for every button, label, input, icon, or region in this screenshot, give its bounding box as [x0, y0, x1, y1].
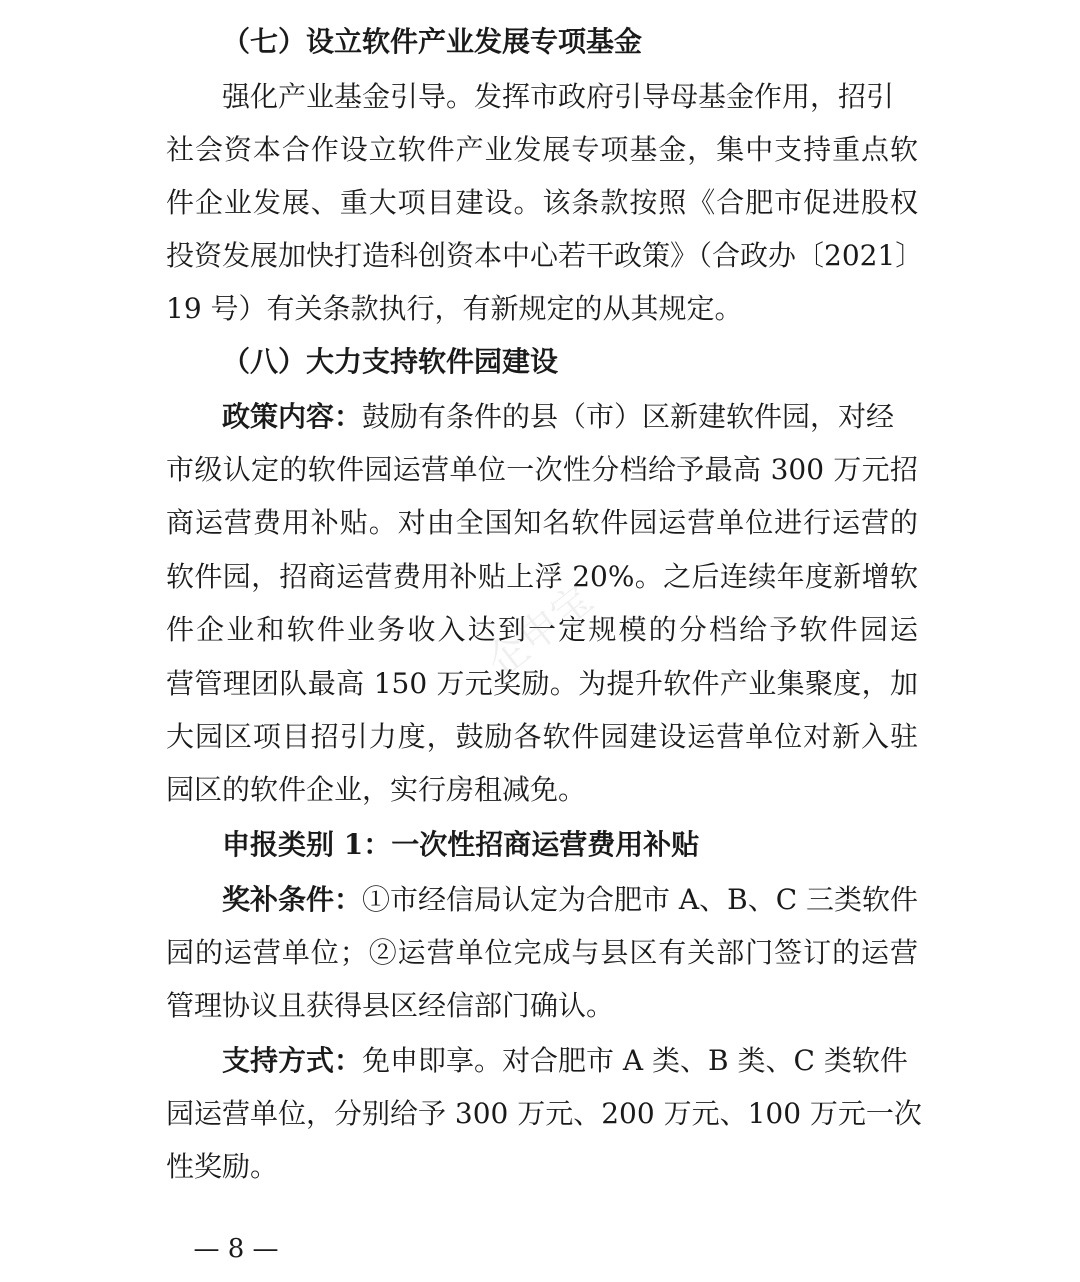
support-first-line: [222, 1044, 918, 1078]
policy-first-line: [222, 400, 918, 434]
policy-line-7: 大园区项目招引力度，鼓励各软件园建设运营单位对新入驻: [166, 720, 918, 753]
condition-first-text: ①市经信局认定为合肥市 A、B、C 三类软件: [362, 883, 919, 916]
section7-heading: （七）设立软件产业发展专项基金: [222, 25, 643, 58]
policy-line-5: 件企业和软件业务收入达到一定规模的分档给予软件园运: [166, 613, 918, 646]
condition-label: 奖补条件：: [222, 883, 363, 916]
policy-line-3: 商运营费用补贴。对由全国知名软件园运营单位进行运营的: [166, 506, 918, 539]
support-line-3: 性奖励。: [166, 1150, 279, 1183]
category1-heading: 申报类别 1：一次性招商运营费用补贴: [222, 828, 700, 861]
support-line-2: 园运营单位，分别给予 300 万元、200 万元、100 万元一次: [166, 1097, 922, 1130]
watermark: 企申宝: [478, 576, 602, 687]
condition-line-2: 园的运营单位；②运营单位完成与县区有关部门签订的运营: [166, 936, 918, 969]
support-first-text: 免申即享。对合肥市 A 类、B 类、C 类软件: [362, 1044, 908, 1077]
section7-line-2: 社会资本合作设立软件产业发展专项基金，集中支持重点软: [166, 133, 918, 166]
section7-line-4: 投资发展加快打造科创资本中心若干政策》（合政办〔2021〕: [166, 239, 924, 272]
page-number: — 8 —: [193, 1234, 279, 1264]
condition-line-3: 管理协议且获得县区经信部门确认。: [166, 989, 615, 1022]
policy-first-text: 鼓励有条件的县（市）区新建软件园，对经: [362, 400, 895, 433]
policy-line-8: 园区的软件企业，实行房租减免。: [166, 773, 587, 806]
condition-first-line: [222, 883, 918, 917]
policy-line-2: 市级认定的软件园运营单位一次性分档给予最高 300 万元招: [166, 453, 918, 486]
policy-line-4: 软件园，招商运营费用补贴上浮 20%。之后连续年度新增软: [166, 560, 918, 593]
policy-line-6: 营管理团队最高 150 万元奖励。为提升软件产业集聚度，加: [166, 667, 918, 700]
policy-label: 政策内容：: [222, 400, 363, 433]
section7-line-1: 强化产业基金引导。发挥市政府引导母基金作用，招引: [222, 80, 895, 113]
section8-heading: （八）大力支持软件园建设: [222, 345, 559, 378]
section7-line-5: 19 号）有关条款执行，有新规定的从其规定。: [166, 292, 743, 325]
section7-line-3: 件企业发展、重大项目建设。该条款按照《合肥市促进股权: [166, 186, 918, 219]
support-label: 支持方式：: [222, 1044, 363, 1077]
